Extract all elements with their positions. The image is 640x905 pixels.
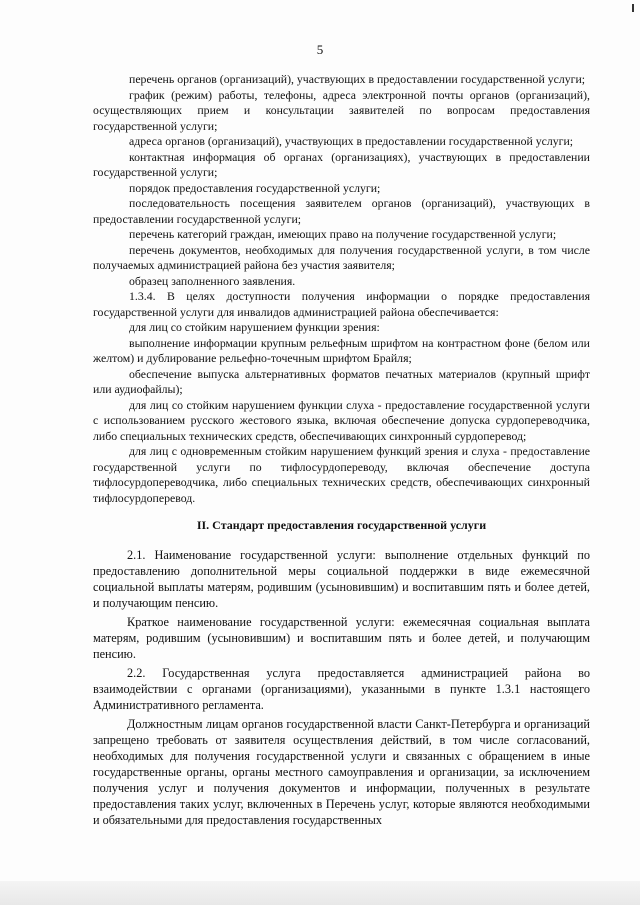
paragraph: график (режим) работы, телефоны, адреса электронной почты органов (организаций), осуществляющих прием и консультации заявителей по вопросам предоставления государственной услуги; <box>93 87 590 133</box>
section-1-continuation <box>93 72 590 506</box>
paragraph: Должностным лицам органов государственной власти Санкт-Петербурга и организаций запрещено требовать от заявителя осуществления действий, в том числе согласований, необходимых для получения государственной услуги и связанных с обращением в иные государственные органы, органы местного самоуправления и организации, за исключением получения услуг и получения документов и информации, полученных в результате предоставления таких услуг, включенных в Перечень услуг, которые являются необходимыми и обязательными для предоставления государственных <box>93 716 590 827</box>
document-body <box>93 72 590 831</box>
paragraph: последовательность посещения заявителем органов (организаций), участвующих в предоставлении государственной услуги; <box>93 196 590 226</box>
paragraph: перечень органов (организаций), участвующих в предоставлении государственной услуги; <box>129 72 586 86</box>
paragraph: перечень категорий граждан, имеющих право на получение государственной услуги; <box>129 227 557 241</box>
scan-bottom-edge <box>0 881 640 905</box>
paragraph: для лиц со стойким нарушением функции зрения: <box>129 320 380 334</box>
section-heading: II. Стандарт предоставления государственной услуги <box>196 518 487 532</box>
paragraph: 2.2. Государственная услуга предоставляется администрацией района во взаимодействии с органами (организациями), указанными в пункте 1.3.1 настоящего Административного регламента. <box>93 665 590 712</box>
paragraph: перечень документов, необходимых для получения государственной услуги, в том числе получаемых администрацией района без участия заявителя; <box>93 242 590 272</box>
paragraph: для лиц со стойким нарушением функции слуха - предоставление государственной услуги с использованием русского жестового языка, включая обеспечение допуска сурдопереводчика, либо специальных технических средств, обеспечивающих синхронный сурдоперевод; <box>93 397 590 443</box>
paragraph: контактная информация об органах (организациях), участвующих в предоставлении государственной услуги; <box>93 149 590 179</box>
paragraph: 1.3.4. В целях доступности получения информации о порядке предоставления государственной услуги для инвалидов администрацией района обеспечивается: <box>93 289 590 319</box>
scan-mark <box>632 4 634 12</box>
paragraph: выполнение информации крупным рельефным шрифтом на контрастном фоне (белом или желтом) и дублирование рельефно-точечным шрифтом Брайля; <box>93 335 590 365</box>
section-2 <box>93 547 590 828</box>
paragraph: обеспечение выпуска альтернативных форматов печатных материалов (крупный шрифт или аудиофайлы); <box>93 366 590 396</box>
paragraph: для лиц с одновременным стойким нарушением функций зрения и слуха - предоставление государственной услуги по тифлосурдопереводу, включая обеспечение доступа тифлосурдопереводчика, либо специальных технических средств, обеспечивающих синхронный тифлосурдоперевод. <box>93 444 590 505</box>
paragraph: порядок предоставления государственной услуги; <box>129 180 381 195</box>
paragraph: адреса органов (организаций), участвующих в предоставлении государственной услуги; <box>129 134 574 148</box>
paragraph: 2.1. Наименование государственной услуги: выполнение отдельных функций по предоставлению дополнительной меры социальной поддержки в виде ежемесячной социальной выплаты матерям, родившим (усыновившим) и воспитавшим пять и более детей, и получающим пенсию. <box>93 547 590 610</box>
paragraph: Краткое наименование государственной услуги: ежемесячная социальная выплата матерям, родившим (усыновившим) и воспитавшим пять и более детей, и получающим пенсию. <box>93 614 590 661</box>
paragraph: образец заполненного заявления. <box>129 273 296 288</box>
page-number: 5 <box>316 42 324 57</box>
